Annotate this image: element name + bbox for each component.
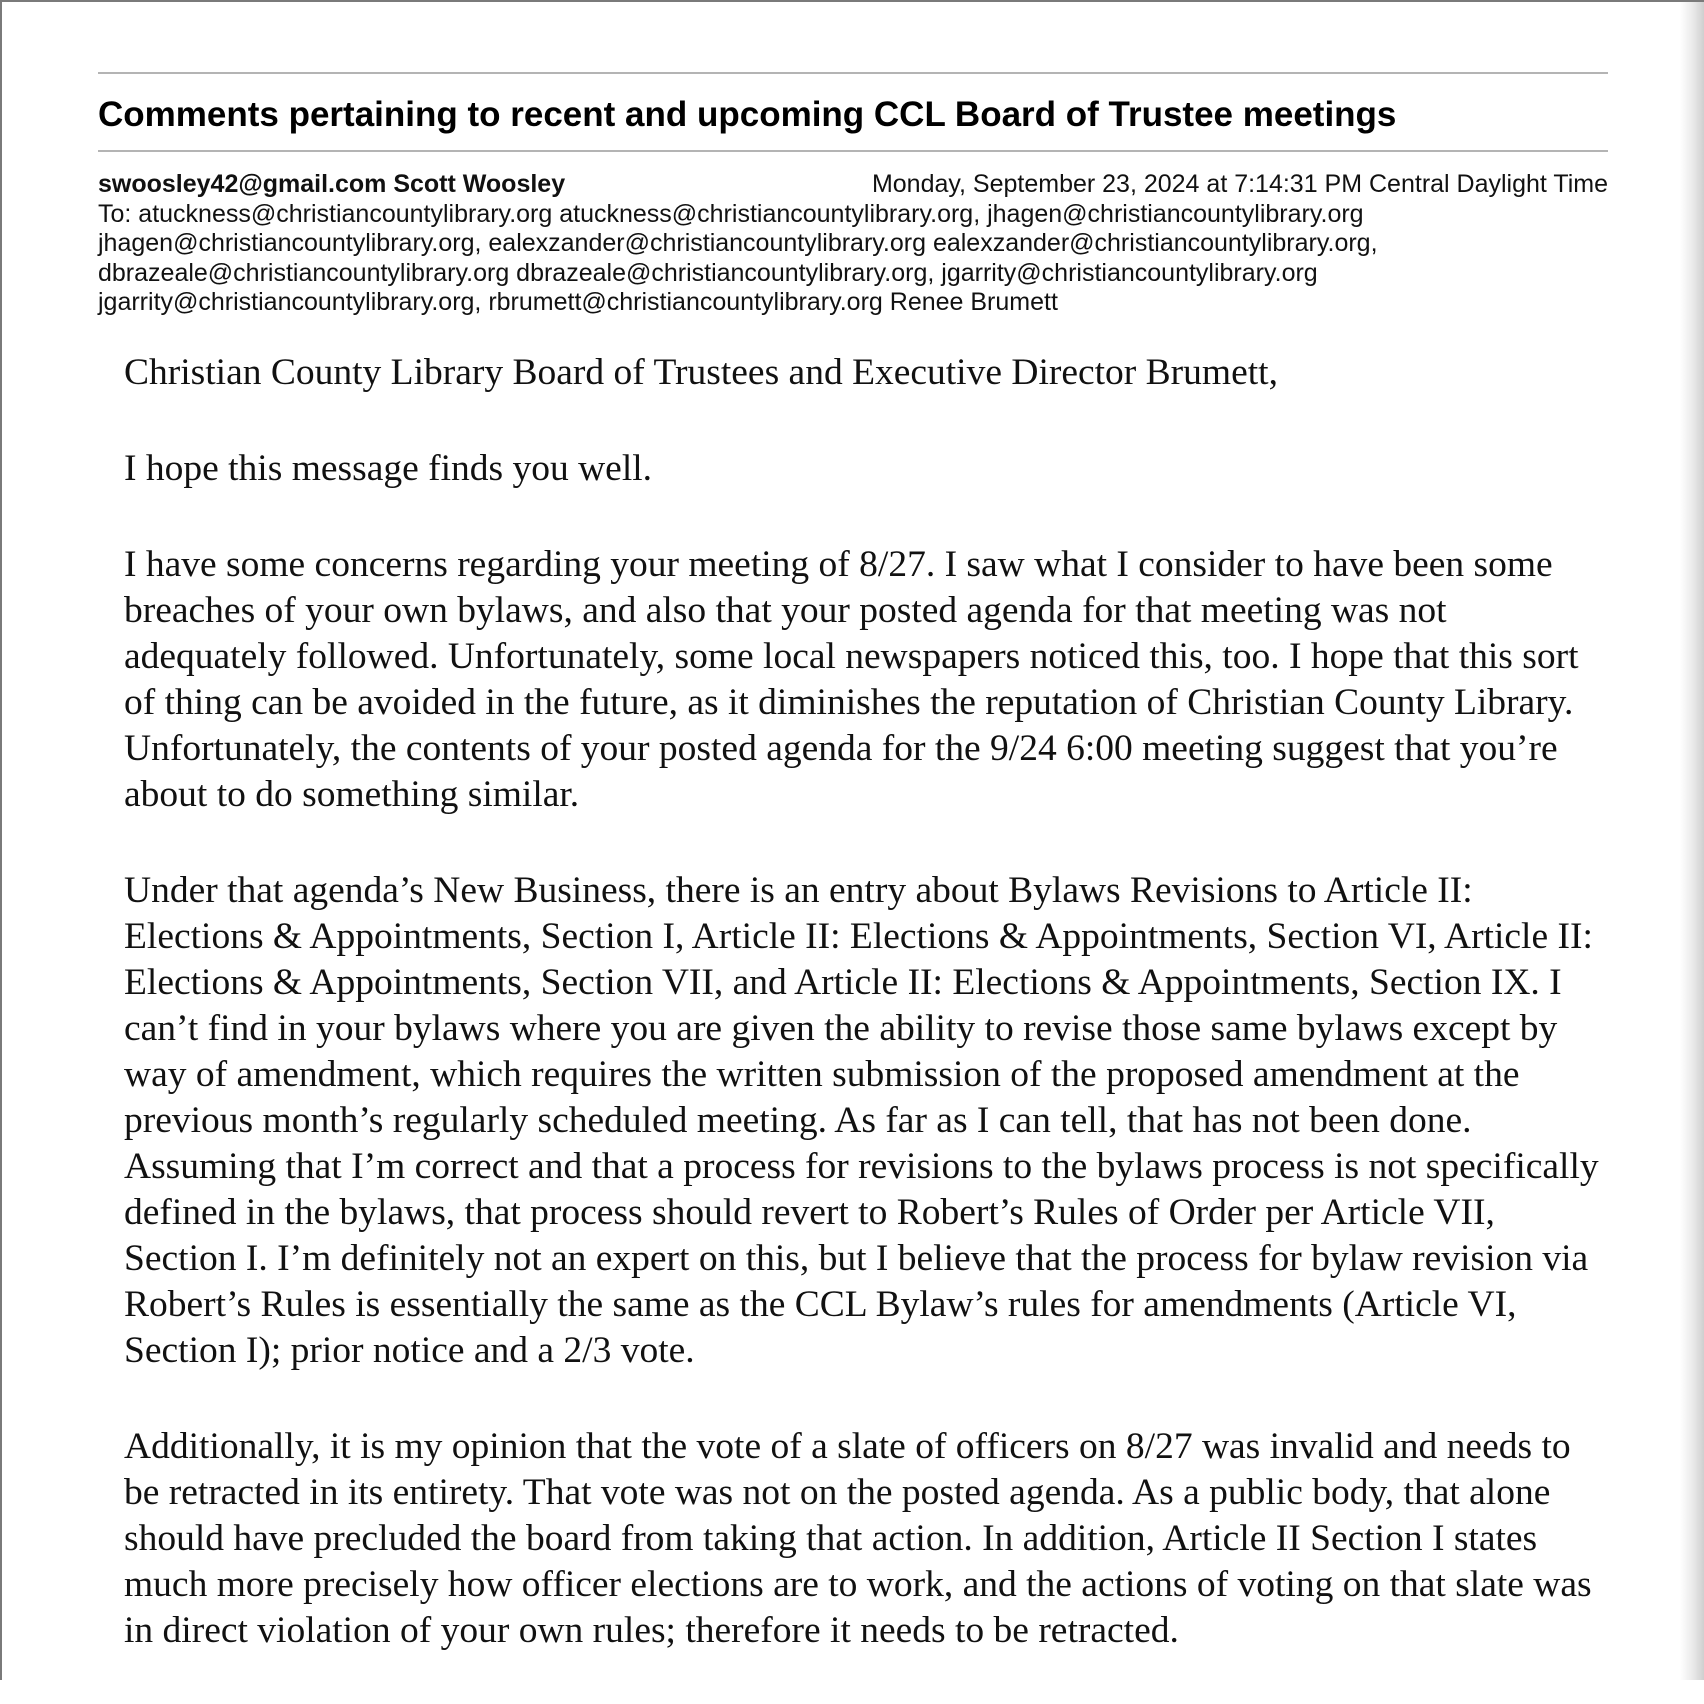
recipients: To: atuckness@christiancountylibrary.org atuckness@christiancountylibrary.org, jhagen@christiancountylibrary.org jhagen@christiancountylibrary.org, ealexzander@christiancountylibrary.org ealexzander@christiancountylibrary.org, dbrazeale@christiancountylibrary.org dbrazeale@christiancountylibrary.org, jgarrity@christiancountylibrary.org jgarrity@christiancountylibrary.org, rbrumett@christiancountylibrary.org Renee Brumett	[98, 199, 1378, 316]
body-paragraph: I have some concerns regarding your meeting of 8/27. I saw what I consider to have been some breaches of your own bylaws, and also that your posted agenda for that meeting was not adequately followed. Unfortunately, some local newspapers noticed this, too. I hope that this sort of thing can be avoided in the future, as it diminishes the reputation of Christian County Library. Unfortunately, the contents of your posted agenda for the 9/24 6:00 meeting suggest that you’re about to do something similar.	[124, 543, 1579, 815]
body-paragraph: Additionally, it is my opinion that the vote of a slate of officers on 8/27 was invalid and needs to be retracted in its entirety. That vote was not on the posted agenda. As a public body, that alone should have precluded the board from taking that action. In addition, Article II Section I states much more precisely how officer elections are to work, and the actions of voting on that slate was in direct violation of your own rules; therefore it needs to be retracted.	[124, 1425, 1592, 1651]
top-divider	[98, 72, 1608, 74]
subject-divider	[98, 150, 1608, 152]
salutation: Christian County Library Board of Trustees and Executive Director Brumett,	[124, 351, 1278, 393]
sent-date: Monday, September 23, 2024 at 7:14:31 PM Central Daylight Time	[871, 170, 1608, 198]
body-paragraph: I hope this message finds you well.	[124, 447, 653, 489]
from-date-row	[98, 170, 1608, 200]
body-paragraph: Under that agenda’s New Business, there is an entry about Bylaws Revisions to Article II: Elections & Appointments, Section I, Article II: Elections & Appointments, Section VI, Article II: Elections & Appointments, Section VII, and Article II: Elections & Appointments, Section IX. I can’t find in your bylaws where you are given the ability to revise those same bylaws except by way of amendment, which requires the written submission of the proposed amendment at the previous month’s regularly scheduled meeting. As far as I can tell, that has not been done. Assuming that I’m correct and that a process for revisions to the bylaws process is not specifically defined in the bylaws, that process should revert to Robert’s Rules of Order per Article VII, Section I. I’m definitely not an expert on this, but I believe that the process for bylaw revision via Robert’s Rules is essentially the same as the CCL Bylaw’s rules for amendments (Article VI, Section I); prior notice and a 2/3 vote.	[124, 869, 1599, 1371]
email-subject: Comments pertaining to recent and upcoming CCL Board of Trustee meetings	[98, 95, 1397, 134]
sender: swoosley42@gmail.com Scott Woosley	[98, 170, 566, 198]
email-header	[98, 170, 1608, 318]
email-document	[98, 72, 1608, 1704]
page-edge-shadow	[1680, 2, 1704, 1680]
email-body	[124, 350, 1604, 1654]
